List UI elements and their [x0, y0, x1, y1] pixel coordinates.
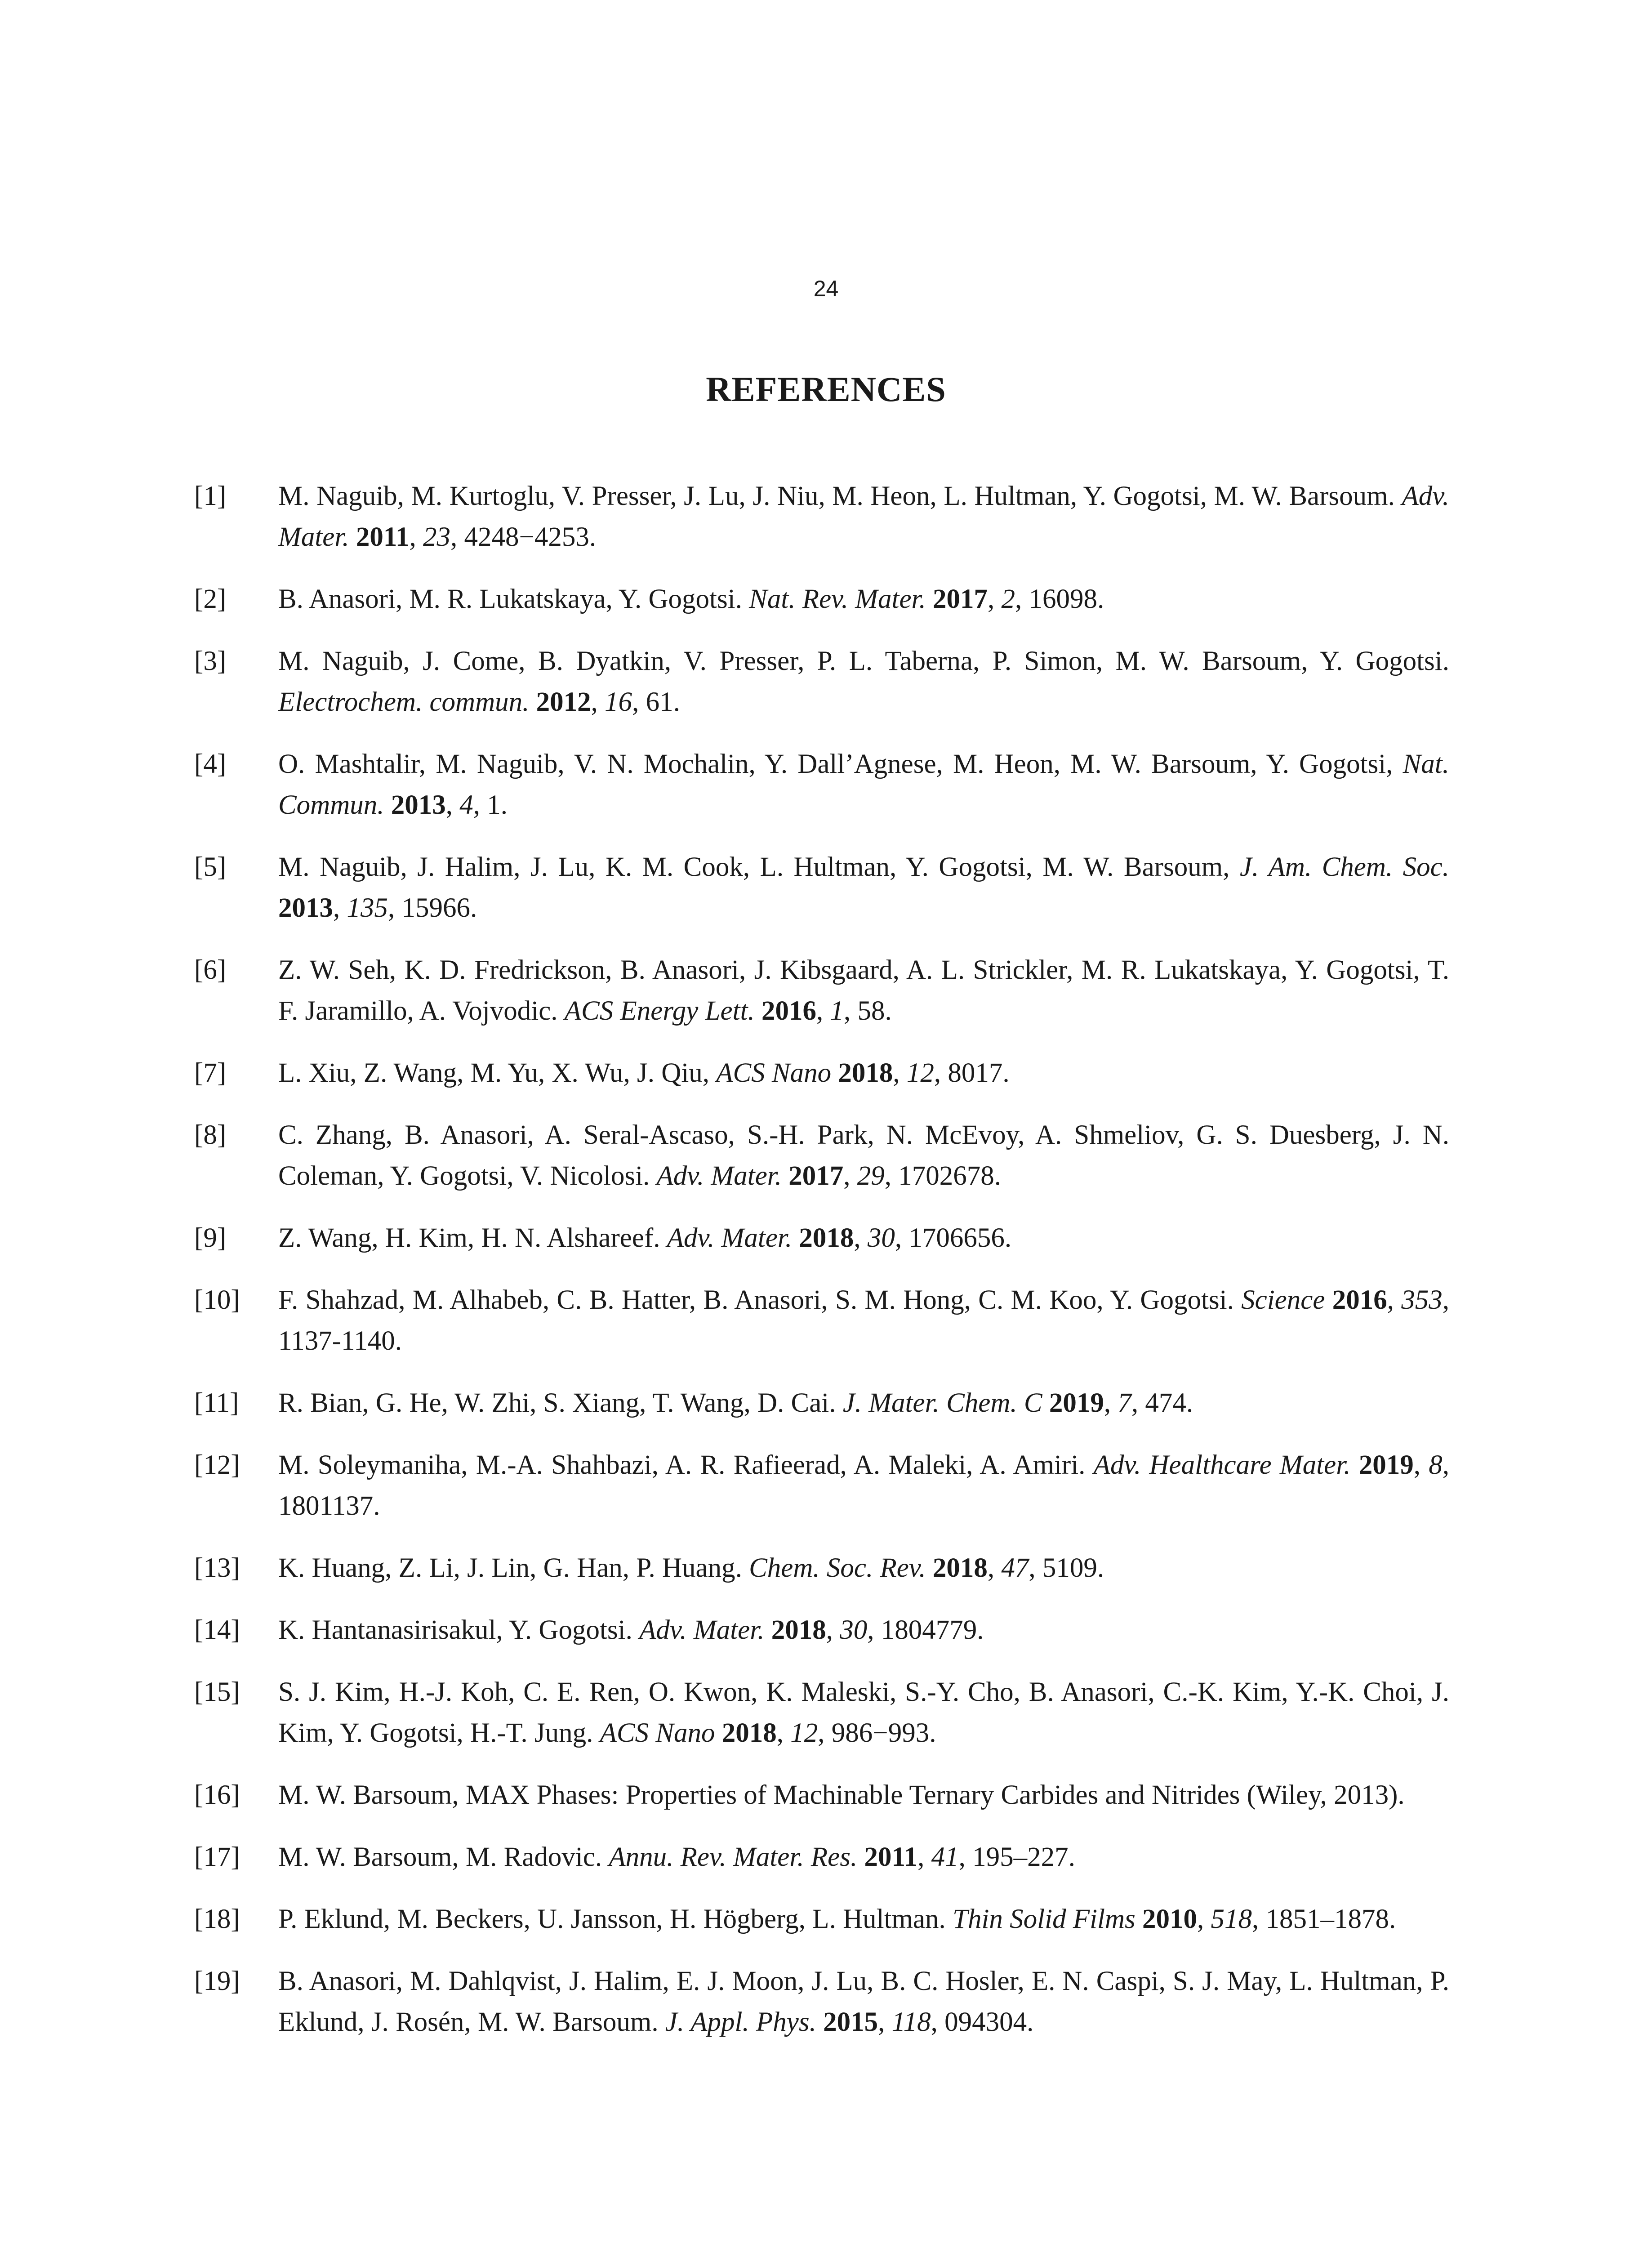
reference-italic-segment: 30	[867, 1223, 895, 1253]
reference-text	[278, 1672, 1449, 1753]
reference-segment: , 195–227.	[958, 1842, 1075, 1872]
reference-number: [18]	[194, 1904, 240, 1934]
reference-number: [1]	[194, 481, 227, 511]
reference-text	[278, 1280, 1449, 1361]
reference-number: [5]	[194, 852, 227, 882]
reference-segment: , 1851–1878.	[1252, 1904, 1396, 1934]
reference-segment: K. Hantanasirisakul, Y. Gogotsi.	[278, 1615, 640, 1645]
reference-year: 2018	[932, 1553, 988, 1583]
reference-item	[191, 1837, 1449, 1878]
reference-text	[278, 1445, 1449, 1526]
reference-item	[191, 847, 1449, 928]
reference-italic-segment: 47	[1001, 1553, 1029, 1583]
reference-segment	[1350, 1450, 1358, 1480]
reference-text	[278, 847, 1449, 928]
reference-year: 2018	[799, 1223, 854, 1253]
reference-italic-segment: 2	[1001, 584, 1015, 614]
reference-segment: ,	[854, 1223, 868, 1253]
reference-segment	[529, 687, 536, 717]
reference-italic-segment: Chem. Soc. Rev.	[749, 1553, 926, 1583]
reference-number: [7]	[194, 1058, 227, 1088]
reference-segment: ,	[1197, 1904, 1211, 1934]
reference-text	[278, 1775, 1449, 1815]
reference-segment: ,	[409, 522, 423, 552]
reference-item	[191, 579, 1449, 620]
reference-item	[191, 1218, 1449, 1258]
reference-year: 2018	[771, 1615, 826, 1645]
reference-segment: Z. Wang, H. Kim, H. N. Alshareef.	[278, 1223, 667, 1253]
reference-italic-segment: 135	[347, 893, 388, 923]
reference-segment: ,	[445, 790, 460, 820]
reference-segment	[715, 1718, 722, 1748]
reference-italic-segment: 41	[931, 1842, 959, 1872]
reference-segment	[1325, 1285, 1332, 1315]
reference-year: 2010	[1142, 1904, 1198, 1934]
reference-item	[191, 1899, 1449, 1940]
reference-italic-segment: Annu. Rev. Mater. Res.	[609, 1842, 858, 1872]
reference-italic-segment: 7	[1118, 1388, 1131, 1418]
reference-italic-segment: Nat. Rev. Mater.	[749, 584, 926, 614]
reference-year: 2017	[788, 1161, 844, 1191]
reference-segment: ,	[987, 1553, 1002, 1583]
reference-segment	[831, 1058, 838, 1088]
reference-number: [12]	[194, 1450, 240, 1480]
reference-segment: , 16098.	[1015, 584, 1104, 614]
reference-segment: , 4248−4253.	[450, 522, 597, 552]
reference-italic-segment: 118	[891, 2007, 931, 2037]
reference-segment: K. Huang, Z. Li, J. Lin, G. Han, P. Huang.	[278, 1553, 749, 1583]
reference-segment: M. Naguib, J. Halim, J. Lu, K. M. Cook, L. Hultman, Y. Gogotsi, M. W. Barsoum,	[278, 852, 1240, 882]
reference-text	[278, 1383, 1449, 1423]
reference-italic-segment: 29	[857, 1161, 885, 1191]
reference-segment: P. Eklund, M. Beckers, U. Jansson, H. Högberg, L. Hultman.	[278, 1904, 953, 1934]
reference-year: 2015	[823, 2007, 878, 2037]
reference-segment: ,	[1413, 1450, 1429, 1480]
reference-text	[278, 641, 1449, 723]
reference-italic-segment: 16	[605, 687, 632, 717]
reference-segment: B. Anasori, M. R. Lukatskaya, Y. Gogotsi.	[278, 584, 749, 614]
reference-text	[278, 476, 1449, 558]
reference-segment	[926, 584, 933, 614]
reference-list	[191, 476, 1449, 2064]
reference-segment: R. Bian, G. He, W. Zhi, S. Xiang, T. Wang, D. Cai.	[278, 1388, 843, 1418]
reference-number: [14]	[194, 1615, 240, 1645]
reference-item	[191, 950, 1449, 1031]
reference-text	[278, 1837, 1449, 1878]
reference-segment: , 094304.	[931, 2007, 1034, 2037]
reference-segment	[755, 996, 761, 1026]
reference-segment: ,	[776, 1718, 791, 1748]
reference-number: [6]	[194, 955, 227, 985]
reference-italic-segment: J. Am. Chem. Soc.	[1239, 852, 1449, 882]
reference-segment	[384, 790, 391, 820]
reference-number: [8]	[194, 1120, 227, 1150]
reference-year: 2011	[864, 1842, 918, 1872]
reference-segment: M. Naguib, M. Kurtoglu, V. Presser, J. Lu, J. Niu, M. Heon, L. Hultman, Y. Gogotsi, M. W. Barsoum.	[278, 481, 1402, 511]
reference-italic-segment: 30	[840, 1615, 868, 1645]
reference-segment: , 1804779.	[867, 1615, 984, 1645]
reference-segment: , 1702678.	[884, 1161, 1002, 1191]
reference-number: [10]	[194, 1285, 240, 1315]
reference-number: [17]	[194, 1842, 240, 1872]
reference-segment	[792, 1223, 799, 1253]
reference-italic-segment: Electrochem. commun.	[278, 687, 530, 717]
reference-segment	[349, 522, 356, 552]
reference-text	[278, 1053, 1449, 1093]
reference-number: [15]	[194, 1677, 240, 1707]
reference-segment: , 1801137.	[278, 1450, 1450, 1521]
reference-item	[191, 1280, 1449, 1361]
reference-segment	[1042, 1388, 1049, 1418]
reference-italic-segment: 8	[1429, 1450, 1443, 1480]
reference-text	[278, 1218, 1449, 1258]
reference-italic-segment: J. Mater. Chem. C	[842, 1388, 1042, 1418]
reference-segment: M. W. Barsoum, M. Radovic.	[278, 1842, 609, 1872]
reference-item	[191, 1548, 1449, 1588]
reference-segment: F. Shahzad, M. Alhabeb, C. B. Hatter, B. Anasori, S. M. Hong, C. M. Koo, Y. Gogotsi.	[278, 1285, 1242, 1315]
reference-number: [2]	[194, 584, 227, 614]
reference-segment: , 8017.	[934, 1058, 1010, 1088]
reference-number: [13]	[194, 1553, 240, 1583]
reference-italic-segment: Adv. Healthcare Mater.	[1093, 1450, 1351, 1480]
reference-italic-segment: J. Appl. Phys.	[665, 2007, 816, 2037]
reference-segment: , 986−993.	[818, 1718, 936, 1748]
reference-segment: ,	[816, 996, 830, 1026]
reference-text	[278, 1610, 1449, 1650]
reference-segment: ,	[826, 1615, 840, 1645]
reference-segment: M. Soleymaniha, M.-A. Shahbazi, A. R. Rafieerad, A. Maleki, A. Amiri.	[278, 1450, 1094, 1480]
reference-year: 2016	[1332, 1285, 1387, 1315]
reference-italic-segment: 518	[1211, 1904, 1252, 1934]
page-number: 24	[813, 276, 839, 301]
reference-year: 2018	[721, 1718, 777, 1748]
reference-segment: , 58.	[844, 996, 892, 1026]
reference-segment: ,	[333, 893, 347, 923]
reference-segment: , 1706656.	[895, 1223, 1012, 1253]
reference-segment: ,	[1387, 1285, 1402, 1315]
reference-italic-segment: 4	[459, 790, 473, 820]
reference-year: 2011	[356, 522, 410, 552]
reference-segment: , 1137-1140.	[278, 1285, 1450, 1356]
reference-segment: ,	[917, 1842, 931, 1872]
reference-segment: ,	[843, 1161, 857, 1191]
reference-italic-segment: ACS Energy Lett.	[564, 996, 755, 1026]
reference-text	[278, 1899, 1449, 1940]
reference-segment: , 5109.	[1029, 1553, 1104, 1583]
reference-year: 2013	[278, 893, 333, 923]
reference-number: [4]	[194, 749, 227, 779]
reference-number: [16]	[194, 1780, 240, 1810]
reference-italic-segment: 12	[906, 1058, 934, 1088]
reference-year: 2017	[933, 584, 988, 614]
reference-italic-segment: Adv. Mater.	[278, 481, 1449, 552]
reference-italic-segment: 1	[830, 996, 844, 1026]
reference-text	[278, 1961, 1449, 2043]
reference-item	[191, 1115, 1449, 1196]
reference-number: [11]	[194, 1388, 239, 1418]
reference-number: [9]	[194, 1223, 227, 1253]
reference-segment	[857, 1842, 864, 1872]
reference-segment: , 1.	[473, 790, 508, 820]
reference-text	[278, 1548, 1449, 1588]
reference-segment	[816, 2007, 823, 2037]
page-title: REFERENCES	[706, 370, 946, 409]
reference-italic-segment: Science	[1241, 1285, 1325, 1315]
reference-italic-segment: Adv. Mater.	[639, 1615, 765, 1645]
reference-year: 2013	[391, 790, 446, 820]
reference-segment: M. W. Barsoum, MAX Phases: Properties of Machinable Ternary Carbides and Nitrides (Wiley, 2013).	[278, 1780, 1405, 1810]
reference-segment: ,	[893, 1058, 907, 1088]
reference-item	[191, 744, 1449, 825]
reference-italic-segment: Nat. Commun.	[278, 749, 1449, 820]
reference-segment: S. J. Kim, H.-J. Koh, C. E. Ren, O. Kwon, K. Maleski, S.-Y. Cho, B. Anasori, C.-K. Kim, Y.-K. Choi, J. Kim, Y. Gogotsi, H.-T. Jung.	[278, 1677, 1449, 1748]
reference-italic-segment: ACS Nano	[716, 1058, 832, 1088]
reference-item	[191, 476, 1449, 558]
reference-year: 2016	[761, 996, 817, 1026]
reference-segment: Z. W. Seh, K. D. Fredrickson, B. Anasori, J. Kibsgaard, A. L. Strickler, M. R. Lukatskaya, Y. Gogotsi, T. F. Jaramillo, A. Vojvodic.	[278, 955, 1449, 1026]
reference-year: 2018	[838, 1058, 893, 1088]
reference-italic-segment: Adv. Mater.	[656, 1161, 782, 1191]
reference-segment: , 15966.	[388, 893, 477, 923]
reference-item	[191, 1775, 1449, 1815]
reference-item	[191, 1383, 1449, 1423]
reference-segment: M. Naguib, J. Come, B. Dyatkin, V. Presser, P. L. Taberna, P. Simon, M. W. Barsoum, Y. Gogotsi.	[278, 646, 1449, 676]
reference-segment	[1135, 1904, 1142, 1934]
reference-segment: ,	[591, 687, 605, 717]
reference-year: 2019	[1049, 1388, 1104, 1418]
reference-italic-segment: 12	[790, 1718, 818, 1748]
reference-segment: , 474.	[1131, 1388, 1193, 1418]
reference-italic-segment: 23	[423, 522, 450, 552]
reference-segment: ,	[988, 584, 1002, 614]
reference-year: 2012	[536, 687, 591, 717]
reference-italic-segment: ACS Nano	[600, 1718, 715, 1748]
reference-text	[278, 950, 1449, 1031]
reference-segment: O. Mashtalir, M. Naguib, V. N. Mochalin, Y. Dall’Agnese, M. Heon, M. W. Barsoum, Y. Gogotsi,	[278, 749, 1403, 779]
reference-segment: L. Xiu, Z. Wang, M. Yu, X. Wu, J. Qiu,	[278, 1058, 717, 1088]
reference-segment: , 61.	[632, 687, 680, 717]
reference-text	[278, 744, 1449, 825]
reference-segment: ,	[878, 2007, 892, 2037]
reference-item	[191, 1610, 1449, 1650]
reference-segment: C. Zhang, B. Anasori, A. Seral-Ascaso, S.-H. Park, N. McEvoy, A. Shmeliov, G. S. Duesberg, J. N. Coleman, Y. Gogotsi, V. Nicolosi.	[278, 1120, 1449, 1191]
reference-item	[191, 1961, 1449, 2043]
reference-item	[191, 641, 1449, 723]
reference-italic-segment: 353	[1401, 1285, 1443, 1315]
reference-italic-segment: Adv. Mater.	[667, 1223, 793, 1253]
reference-segment: ,	[1104, 1388, 1118, 1418]
reference-segment: B. Anasori, M. Dahlqvist, J. Halim, E. J. Moon, J. Lu, B. C. Hosler, E. N. Caspi, S. J. May, L. Hultman, P. Eklund, J. Rosén, M. W. Barsoum.	[278, 1966, 1449, 2037]
reference-item	[191, 1053, 1449, 1093]
reference-number: [3]	[194, 646, 227, 676]
reference-italic-segment: Thin Solid Films	[953, 1904, 1135, 1934]
reference-segment	[764, 1615, 771, 1645]
reference-segment	[926, 1553, 933, 1583]
reference-number: [19]	[194, 1966, 240, 1996]
reference-text	[278, 579, 1449, 620]
reference-segment	[782, 1161, 788, 1191]
reference-year: 2019	[1358, 1450, 1414, 1480]
reference-text	[278, 1115, 1449, 1196]
reference-item	[191, 1445, 1449, 1526]
reference-item	[191, 1672, 1449, 1753]
